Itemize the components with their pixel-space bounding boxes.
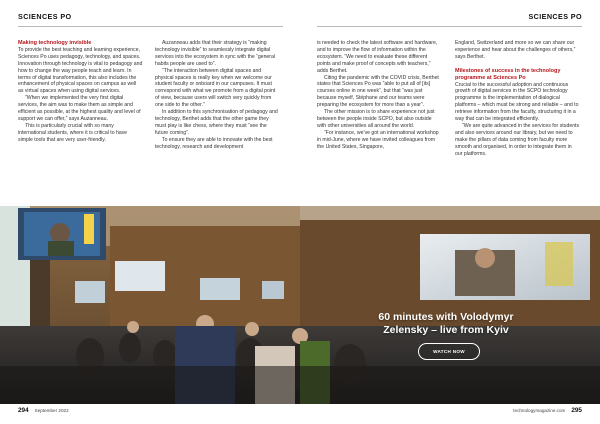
body-paragraph: To provide the best teaching and learning experience, Sciences Po uses pedagogy, technology, and spaces. Innovation through technology is vital to pedagogy and how to change the way people teach and learn. In terms of digital transformation, this also includes the enhancement of physical spaces on campus as well as virtual spaces when using digital services. <box>18 46 143 95</box>
right-column-1 <box>317 40 442 151</box>
photo-caption-title: 60 minutes with Volodymyr Zelensky – live from Kyiv <box>378 311 514 336</box>
section-subhead: Milestones of success in the technology programme at Sciences Po <box>455 67 561 81</box>
left-column-1 <box>18 40 143 144</box>
body-paragraph: Citing the pandemic with the COVID crisis, Berthet states that Sciences Po was “able to put all of [its] courses online in one week”, but that “was just because myself, Stéphane and our teams were preparing the ecosystem for more than a year”. <box>317 74 439 109</box>
body-paragraph: To ensure they are able to innovate with the best technology, research and development <box>155 136 273 150</box>
section-subhead: Making technology invisible <box>18 40 92 46</box>
page-number: 294 <box>18 407 29 414</box>
right-column-2 <box>455 40 580 158</box>
footer-left <box>18 407 69 414</box>
body-paragraph: “When we implemented the very first digital services, the aim was to make them as simple and efficient as possible, at the highest quality and level of support we can offer,” says Auzanneau. <box>18 95 141 122</box>
body-paragraph: “The interaction between digital spaces and physical spaces is really key when we welcome our student faculty or onboard in our campuses. It must correspond with what we promote from a digital point of view, because users will switch very quickly from one side to the other.” <box>155 67 276 109</box>
brand-header-right: SCIENCES PO <box>528 12 582 21</box>
lecture-hall-photo <box>0 206 600 404</box>
body-paragraph: The other mission is to share experience not just between the people inside SCPO, but also outside with other universities all around the world. <box>317 109 435 129</box>
body-paragraph: Auzanneau adds that their strategy is “making technology invisible” to seamlessly integrate digital services into the ecosystem in sync with the “general habits people are used to”. <box>155 40 276 67</box>
header-divider-left <box>18 26 283 27</box>
lecture-hall-illustration <box>0 206 600 404</box>
body-paragraph: Crucial to the successful adoption and continuous growth of digital services in the SCPO technology programme is the implementation of dialogical platforms – which must be strong and reliable – and to retrieve information from the faculty, structuring it in a way that can be integrated efficiently. <box>455 81 579 123</box>
header-divider-right <box>317 26 582 27</box>
brand-header-left: SCIENCES PO <box>18 12 72 21</box>
issue-date: September 2022 <box>34 408 69 413</box>
body-paragraph: This is particularly crucial with so many international students, where it is critical to have simple tools that are very user-friendly. <box>18 122 128 143</box>
body-paragraph: “For instance, we’ve got an international workshop in mid-June, where we have invited colleagues from the United States, Singapore, <box>317 129 439 150</box>
page-number: 295 <box>571 407 582 414</box>
footer-right <box>513 407 582 414</box>
watch-now-button[interactable]: WATCH NOW <box>418 343 480 360</box>
body-paragraph: is needed to check the latest software and hardware, and to improve the flow of information within the ecosystem. “We need to evaluate these different points and make proof of concepts with teachers,” adds Berthet. <box>317 40 438 74</box>
body-paragraph: England, Switzerland and more so we can share our experience and hear about the challenges of others,” says Berthet. <box>455 40 576 60</box>
website: technologymagazine.com <box>513 408 566 413</box>
body-paragraph: In addition to this synchronisation of pedagogy and technology, Berthet adds that the other game they must play is like chess, where they must “see the future coming”. <box>155 109 278 136</box>
body-paragraph: “We are quite advanced in the services for students and also services around our library, but we need to make the pillars of data coming from faculty more smooth and organised, in order to integrate them in our platforms. <box>455 122 580 157</box>
left-column-2 <box>155 40 280 151</box>
